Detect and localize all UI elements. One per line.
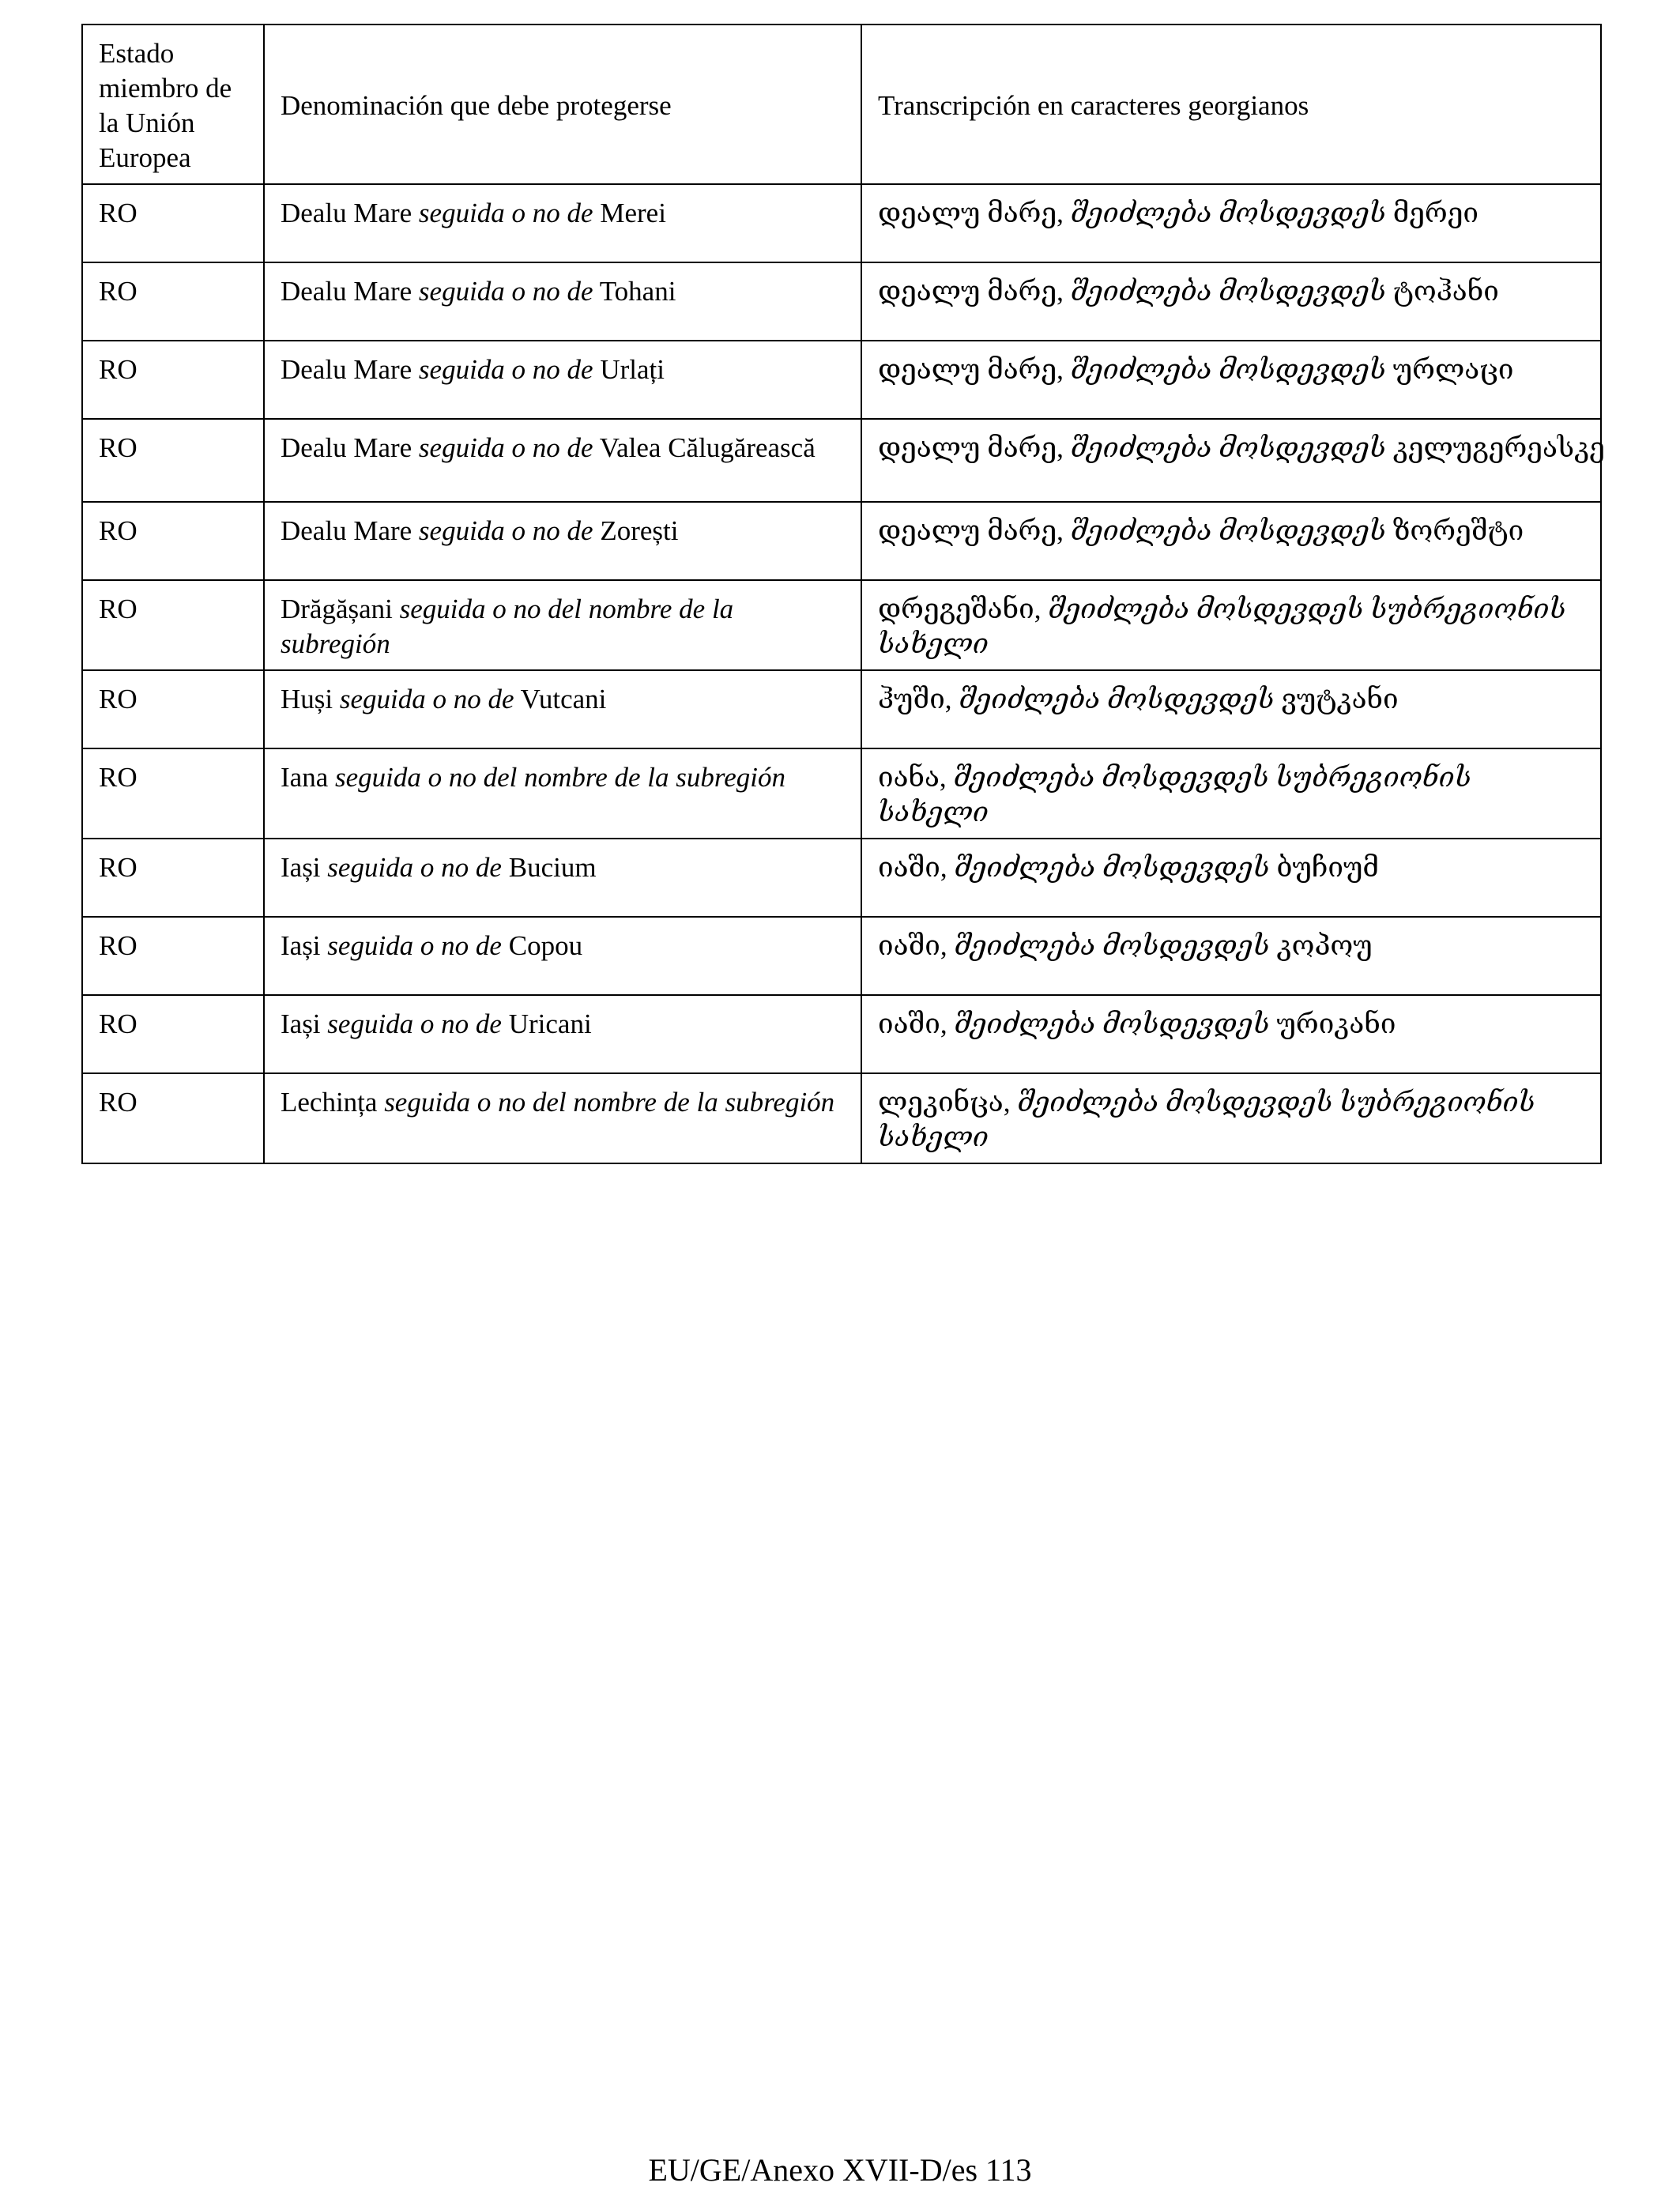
denomination-name: Iași [281,1008,321,1039]
cell-state: RO [82,839,264,917]
transcription-qualifier: შეიძლება მოსდევდეს [1070,198,1386,228]
cell-denomination [264,502,861,580]
transcription-qualifier: შეიძლება მოსდევდეს [954,852,1270,883]
transcription-name: დეალუ მარე, [878,276,1064,307]
denomination-subregion: Bucium [508,852,597,883]
table-row [82,580,1601,670]
transcription-subregion: მერეი [1392,198,1478,228]
cell-state: RO [82,917,264,995]
transcription-subregion: ურიკანი [1276,1008,1396,1039]
denomination-name: Dealu Mare [281,515,412,546]
transcription-qualifier: შეიძლება მოსდევდეს სუბრეგიონის სახელი [878,594,1566,659]
denomination-qualifier: seguida o no de [327,1008,502,1039]
transcription-qualifier: შეიძლება მოსდევდეს სუბრეგიონის სახელი [878,1087,1535,1152]
denomination-name: Dealu Mare [281,354,412,385]
denomination-name: Iași [281,930,321,961]
transcription-subregion: ტოჰანი [1392,276,1499,307]
transcription-qualifier: შეიძლება მოსდევდეს სუბრეგიონის სახელი [878,762,1471,827]
denomination-subregion: Tohani [599,276,676,307]
denomination-subregion: Merei [600,198,666,228]
cell-transcription [861,748,1601,839]
transcription-qualifier: შეიძლება მოსდევდეს [1070,354,1386,385]
denomination-name: Iana [281,762,329,793]
denomination-name: Iași [281,852,321,883]
cell-denomination [264,262,861,341]
transcription-name: დრეგეშანი, [878,594,1042,624]
cell-denomination [264,839,861,917]
table-row [82,1073,1601,1163]
transcription-qualifier: შეიძლება მოსდევდეს [954,930,1270,961]
transcription-name: დეალუ მარე, [878,198,1064,228]
denomination-qualifier: seguida o no de [327,852,502,883]
table-row [82,917,1601,995]
cell-state: RO [82,580,264,670]
page-footer: EU/GE/Anexo XVII-D/es 113 [648,2152,1032,2188]
transcription-qualifier: შეიძლება მოსდევდეს [1070,276,1386,307]
denomination-name: Lechința [281,1087,378,1118]
table-row [82,184,1601,262]
cell-transcription [861,580,1601,670]
denomination-subregion: Urlați [600,354,665,385]
cell-state: RO [82,670,264,748]
cell-transcription [861,502,1601,580]
denomination-subregion: Copou [508,930,583,961]
table-row [82,419,1601,502]
cell-transcription [861,184,1601,262]
header-transcription: Transcripción en caracteres georgianos [861,25,1601,184]
table-body [82,25,1605,1163]
transcription-subregion: კოპოუ [1276,930,1373,961]
denomination-subregion: Valea Călugărească [599,432,816,463]
transcription-name: იაში, [878,852,947,883]
transcription-name: იანა, [878,762,947,793]
denomination-subregion: Zorești [600,515,679,546]
denomination-qualifier: seguida o no de [418,432,593,463]
denomination-subregion: Uricani [508,1008,592,1039]
cell-denomination [264,1073,861,1163]
transcription-name: ლეკინცა, [878,1087,1011,1118]
cell-denomination [264,748,861,839]
transcription-name: დეალუ მარე, [878,432,1064,463]
cell-state: RO [82,262,264,341]
table-row [82,262,1601,341]
transcription-qualifier: შეიძლება მოსდევდეს [1070,432,1386,463]
cell-state: RO [82,748,264,839]
cell-transcription [861,670,1601,748]
cell-state: RO [82,419,264,502]
denomination-qualifier: seguida o no de [418,354,593,385]
cell-state: RO [82,995,264,1073]
cell-transcription [861,262,1601,341]
cell-transcription [861,917,1601,995]
table-header-row [82,25,1601,184]
cell-transcription [861,341,1601,419]
header-denomination: Denominación que debe protegerse [264,25,861,184]
transcription-qualifier: შეიძლება მოსდევდეს [1070,515,1386,546]
table-row [82,502,1601,580]
table-row [82,839,1601,917]
table-row [82,341,1601,419]
cell-state: RO [82,1073,264,1163]
cell-denomination [264,917,861,995]
transcription-subregion: ზორეშტი [1392,515,1524,546]
transcription-name: იაში, [878,930,947,961]
cell-state: RO [82,341,264,419]
transcription-name: დეალუ მარე, [878,515,1064,546]
denomination-qualifier: seguida o no de [327,930,502,961]
transcription-name: იაში, [878,1008,947,1039]
table-row [82,670,1601,748]
header-state: Estado miembro de la Unión Europea [82,25,264,184]
denomination-qualifier: seguida o no de [339,684,514,714]
denomination-name: Dealu Mare [281,198,412,228]
transcription-subregion: ბუჩიუმ [1276,852,1379,883]
cell-denomination [264,670,861,748]
transcription-qualifier: შეიძლება მოსდევდეს [959,684,1275,714]
denomination-name: Drăgășani [281,594,393,624]
denomination-subregion: Vutcani [520,684,607,714]
cell-state: RO [82,502,264,580]
cell-state: RO [82,184,264,262]
transcription-subregion: ურლაცი [1392,354,1514,385]
cell-transcription [861,995,1601,1073]
denomination-qualifier: seguida o no del nombre de la subregión [334,762,785,793]
denomination-name: Dealu Mare [281,276,412,307]
cell-denomination [264,341,861,419]
transcription-name: ჰუში, [878,684,952,714]
cell-transcription [861,419,1605,502]
denomination-name: Huși [281,684,333,714]
transcription-name: დეალუ მარე, [878,354,1064,385]
cell-transcription [861,839,1601,917]
cell-denomination [264,419,861,502]
transcription-subregion: ვუტკანი [1281,684,1399,714]
protected-denominations-table [81,24,1605,1164]
transcription-qualifier: შეიძლება მოსდევდეს [954,1008,1270,1039]
cell-denomination [264,995,861,1073]
cell-transcription [861,1073,1601,1163]
transcription-subregion: კელუგერეასკე [1392,432,1605,463]
denomination-qualifier: seguida o no de [418,198,593,228]
denomination-qualifier: seguida o no del nombre de la subregión [384,1087,835,1118]
denomination-name: Dealu Mare [281,432,412,463]
cell-denomination [264,580,861,670]
denomination-qualifier: seguida o no del nombre de la subregión [281,594,734,659]
table-row [82,995,1601,1073]
table-row [82,748,1601,839]
denomination-qualifier: seguida o no de [418,276,593,307]
denomination-qualifier: seguida o no de [418,515,593,546]
cell-denomination [264,184,861,262]
